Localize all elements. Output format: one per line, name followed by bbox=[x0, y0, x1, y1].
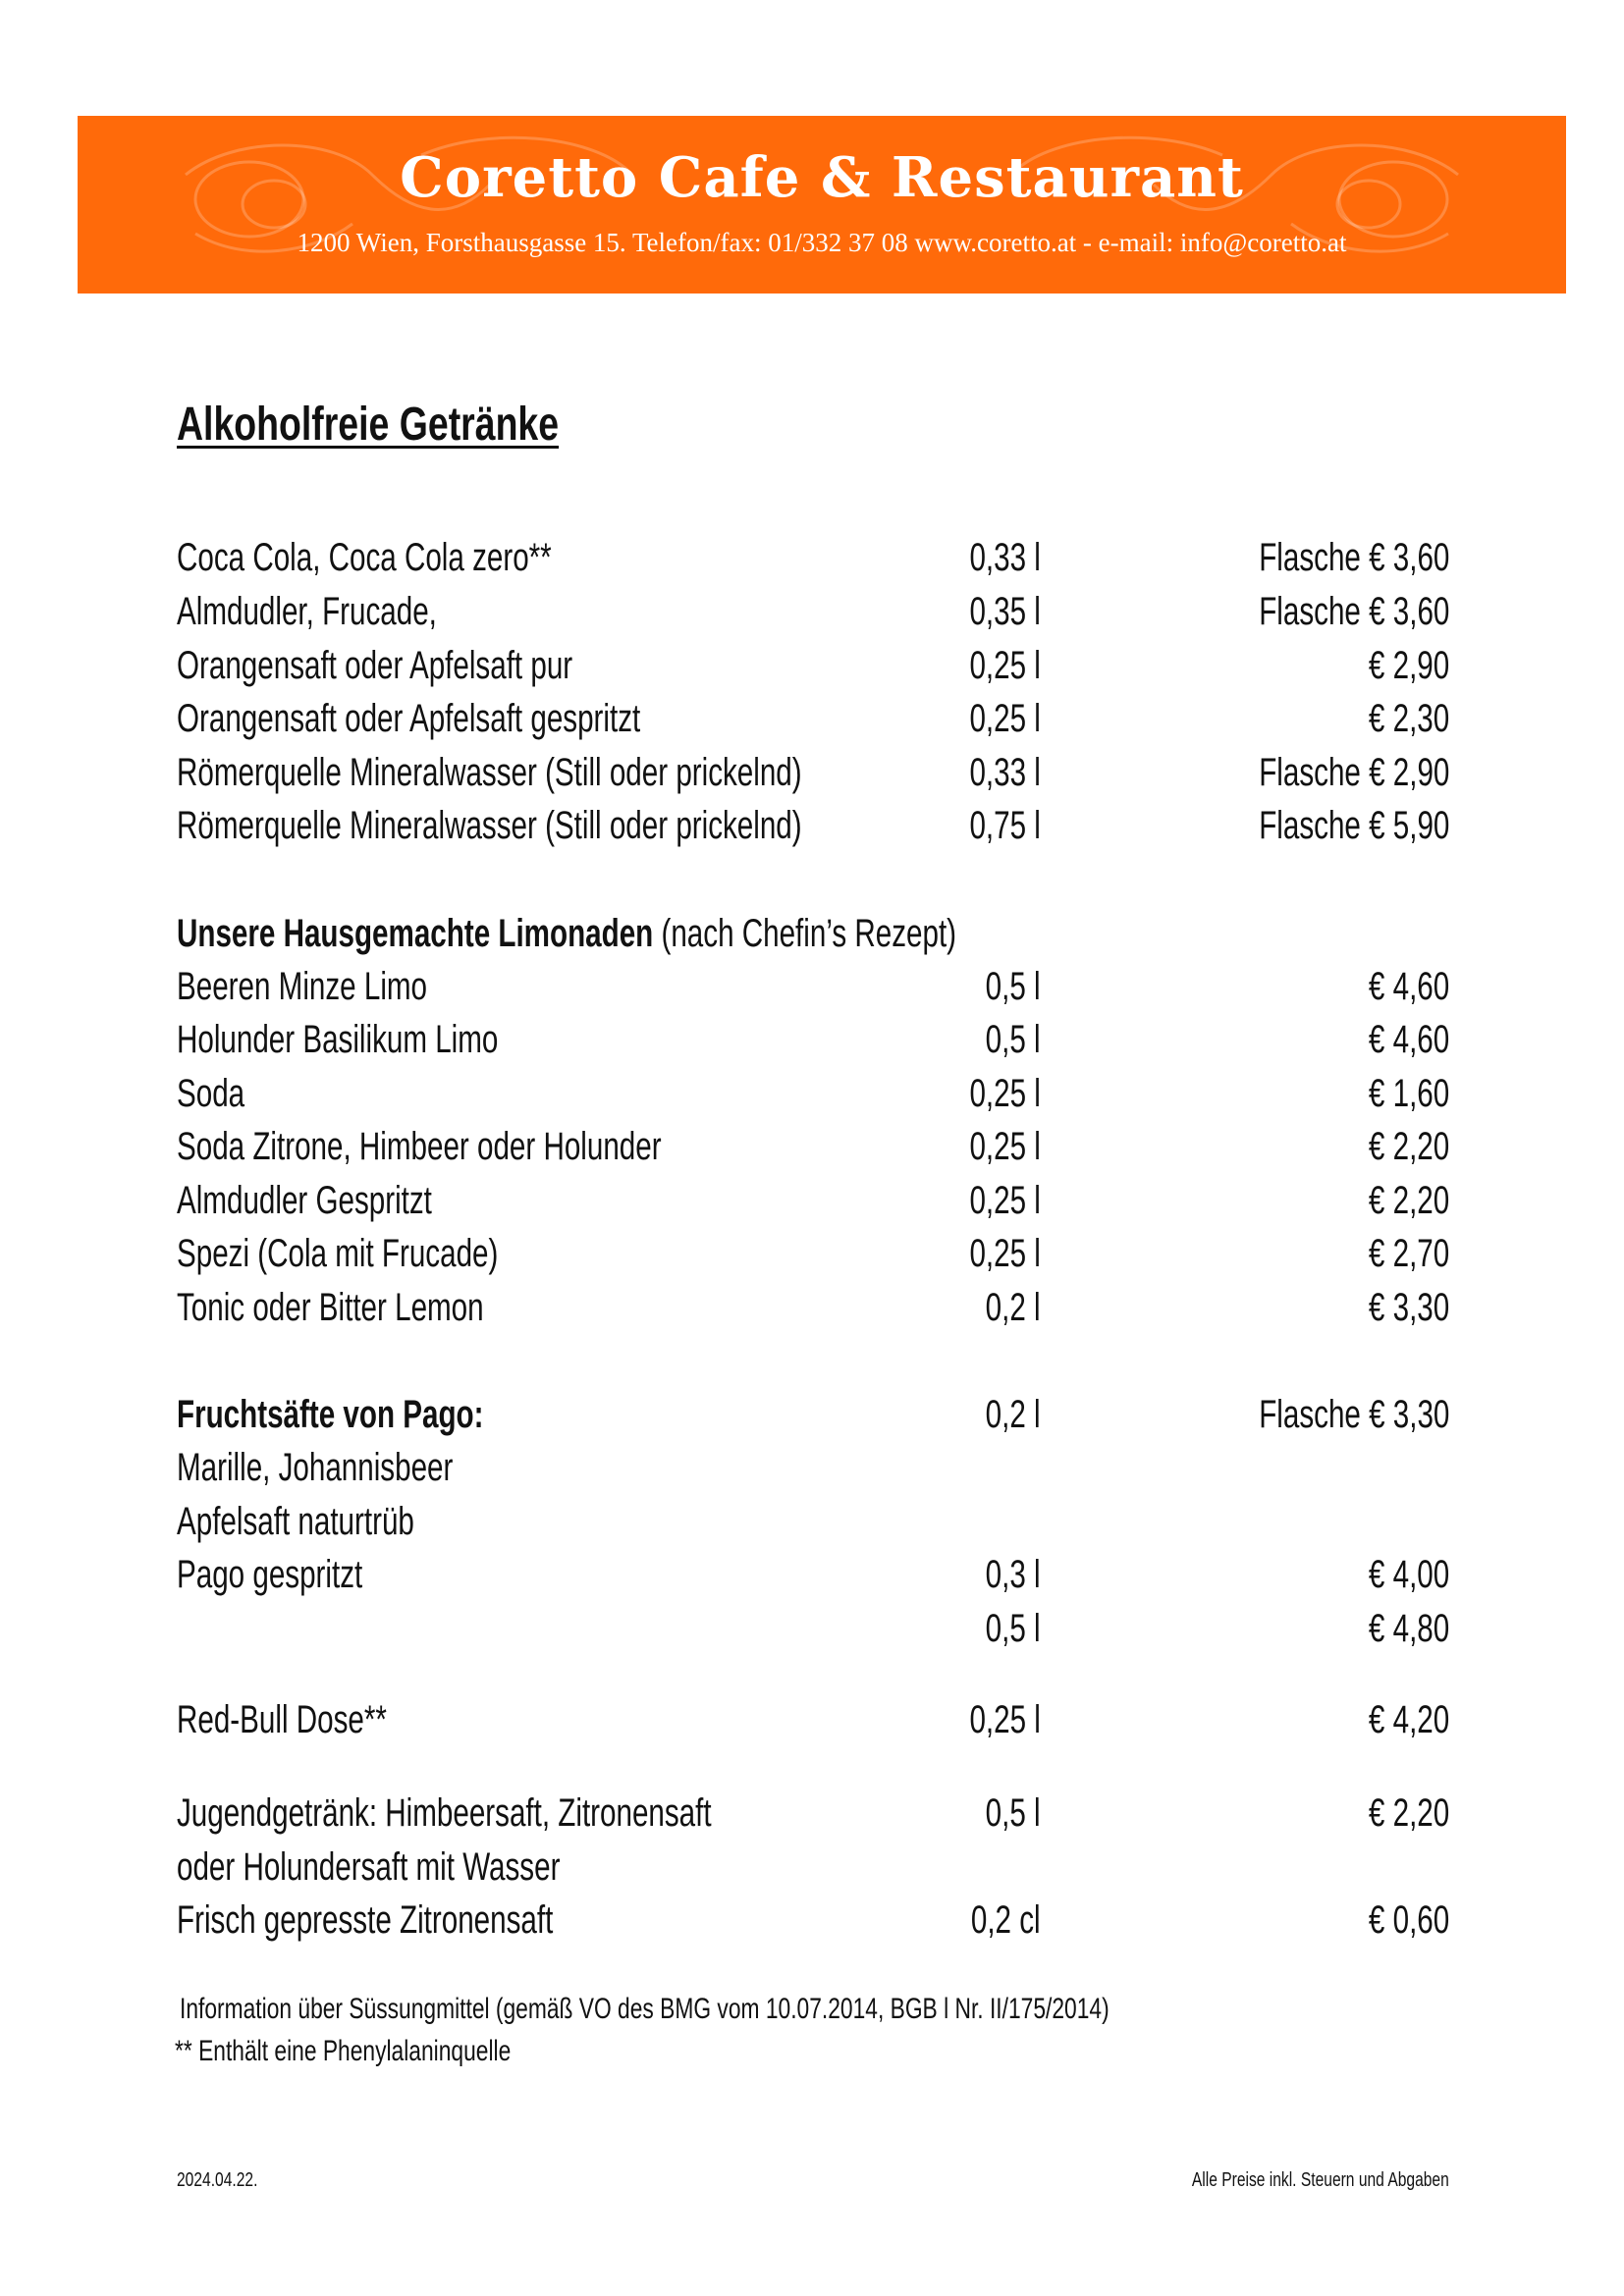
item-volume: 0,2 l bbox=[986, 1286, 1041, 1329]
item-price: € 4,60 bbox=[1368, 965, 1449, 1008]
item-price: Flasche € 5,90 bbox=[1258, 804, 1449, 847]
menu-item bbox=[177, 1693, 1449, 1746]
item-volume: 0,25 l bbox=[969, 644, 1041, 687]
item-name: Römerquelle Mineralwasser (Still oder prickelnd) bbox=[177, 804, 802, 847]
item-name: Frisch gepresste Zitronensaft bbox=[177, 1898, 554, 1942]
item-volume: 0,33 l bbox=[969, 751, 1041, 794]
menu-item bbox=[177, 1227, 1449, 1280]
item-name: Jugendgetränk: Himbeersaft, Zitronensaft bbox=[177, 1791, 712, 1835]
pago-flavors bbox=[177, 1441, 1449, 1494]
sweetener-info: Information über Süssungmittel (gemäß VO des BMG vom 10.07.2014, BGB l Nr. II/175/2014) bbox=[180, 1993, 1110, 2025]
item-price: € 2,20 bbox=[1368, 1125, 1449, 1168]
menu-item bbox=[177, 1013, 1449, 1066]
item-price: Flasche € 3,60 bbox=[1258, 590, 1449, 633]
item-name: Orangensaft oder Apfelsaft gespritzt bbox=[177, 697, 641, 740]
item-name: Beeren Minze Limo bbox=[177, 965, 428, 1008]
item-price: € 2,90 bbox=[1368, 644, 1449, 687]
menu-item bbox=[177, 1281, 1449, 1334]
item-price: € 0,60 bbox=[1368, 1898, 1449, 1942]
limonaden-heading bbox=[177, 907, 1449, 960]
item-volume: 0,33 l bbox=[969, 536, 1041, 579]
item-price: € 2,30 bbox=[1368, 697, 1449, 740]
item-price: Flasche € 2,90 bbox=[1258, 751, 1449, 794]
menu-item bbox=[177, 799, 1449, 852]
restaurant-name: Coretto Cafe & Restaurant bbox=[400, 145, 1244, 210]
section-title: Alkoholfreie Getränke bbox=[177, 399, 560, 451]
item-volume: 0,75 l bbox=[969, 804, 1041, 847]
limonaden-title-bold: Unsere Hausgemachte Limonaden bbox=[177, 912, 654, 955]
menu-item bbox=[177, 746, 1449, 799]
item-volume: 0,25 l bbox=[969, 1125, 1041, 1168]
item-volume: 0,5 l bbox=[986, 965, 1041, 1008]
item-volume: 0,2 l bbox=[986, 1393, 1041, 1436]
phenylalanine-note: ** Enthält eine Phenylalaninquelle bbox=[175, 2035, 512, 2067]
menu-item bbox=[177, 1174, 1449, 1227]
item-name: Almdudler, Frucade, bbox=[177, 590, 437, 633]
item-name: Holunder Basilikum Limo bbox=[177, 1018, 499, 1061]
item-volume: 0,35 l bbox=[969, 590, 1041, 633]
item-name: Red-Bull Dose** bbox=[177, 1698, 387, 1741]
menu-item bbox=[177, 531, 1449, 584]
item-price: € 2,70 bbox=[1368, 1232, 1449, 1275]
menu-item bbox=[177, 585, 1449, 638]
item-volume: 0,25 l bbox=[969, 1698, 1041, 1741]
limonaden-title bbox=[177, 907, 956, 960]
pago-title: Fruchtsäfte von Pago: bbox=[177, 1393, 484, 1436]
menu-item bbox=[177, 1602, 1449, 1655]
menu-item bbox=[177, 1548, 1449, 1601]
item-name: Spezi (Cola mit Frucade) bbox=[177, 1232, 499, 1275]
header-banner bbox=[78, 116, 1566, 294]
item-price: € 2,20 bbox=[1368, 1791, 1449, 1835]
item-price: Flasche € 3,60 bbox=[1258, 536, 1449, 579]
item-name: Coca Cola, Coca Cola zero** bbox=[177, 536, 552, 579]
item-name: oder Holundersaft mit Wasser bbox=[177, 1845, 561, 1889]
pago-heading-row bbox=[177, 1388, 1449, 1441]
item-price: € 4,00 bbox=[1368, 1553, 1449, 1596]
menu-item bbox=[177, 1067, 1449, 1120]
menu-item bbox=[177, 1894, 1449, 1947]
item-price: € 3,30 bbox=[1368, 1286, 1449, 1329]
item-price: € 1,60 bbox=[1368, 1072, 1449, 1115]
menu-item bbox=[177, 1787, 1449, 1840]
item-volume: 0,25 l bbox=[969, 697, 1041, 740]
item-volume: 0,5 l bbox=[986, 1791, 1041, 1835]
footer-tax-note: Alle Preise inkl. Steuern und Abgaben bbox=[1192, 2169, 1449, 2191]
item-name: Apfelsaft naturtrüb bbox=[177, 1500, 414, 1543]
item-volume: 0,5 l bbox=[986, 1018, 1041, 1061]
item-volume: 0,2 cl bbox=[971, 1898, 1041, 1942]
item-price: € 4,60 bbox=[1368, 1018, 1449, 1061]
item-name: Almdudler Gespritzt bbox=[177, 1179, 432, 1222]
item-volume: 0,3 l bbox=[986, 1553, 1041, 1596]
menu-item bbox=[177, 692, 1449, 745]
item-price: € 4,20 bbox=[1368, 1698, 1449, 1741]
item-name: Marille, Johannisbeer bbox=[177, 1446, 454, 1489]
contact-line: 1200 Wien, Forsthausgasse 15. Telefon/fax: 01/332 37 08 www.coretto.at - e-mail: info@coretto.at bbox=[297, 228, 1347, 257]
item-name: Pago gespritzt bbox=[177, 1553, 363, 1596]
item-name: Orangensaft oder Apfelsaft pur bbox=[177, 644, 573, 687]
item-price: Flasche € 3,30 bbox=[1258, 1393, 1449, 1436]
item-price: € 2,20 bbox=[1368, 1179, 1449, 1222]
item-volume: 0,5 l bbox=[986, 1607, 1041, 1650]
menu-item bbox=[177, 1120, 1449, 1173]
item-name: Tonic oder Bitter Lemon bbox=[177, 1286, 484, 1329]
menu-item-continuation bbox=[177, 1841, 1449, 1894]
item-volume: 0,25 l bbox=[969, 1232, 1041, 1275]
limonaden-title-note: (nach Chefin’s Rezept) bbox=[661, 912, 957, 955]
item-name: Soda Zitrone, Himbeer oder Holunder bbox=[177, 1125, 662, 1168]
item-name: Soda bbox=[177, 1072, 245, 1115]
menu-item bbox=[177, 960, 1449, 1013]
item-volume: 0,25 l bbox=[969, 1072, 1041, 1115]
item-volume: 0,25 l bbox=[969, 1179, 1041, 1222]
footer-date: 2024.04.22. bbox=[177, 2169, 258, 2191]
item-price: € 4,80 bbox=[1368, 1607, 1449, 1650]
pago-flavors bbox=[177, 1495, 1449, 1548]
item-name: Römerquelle Mineralwasser (Still oder prickelnd) bbox=[177, 751, 802, 794]
menu-item bbox=[177, 639, 1449, 692]
